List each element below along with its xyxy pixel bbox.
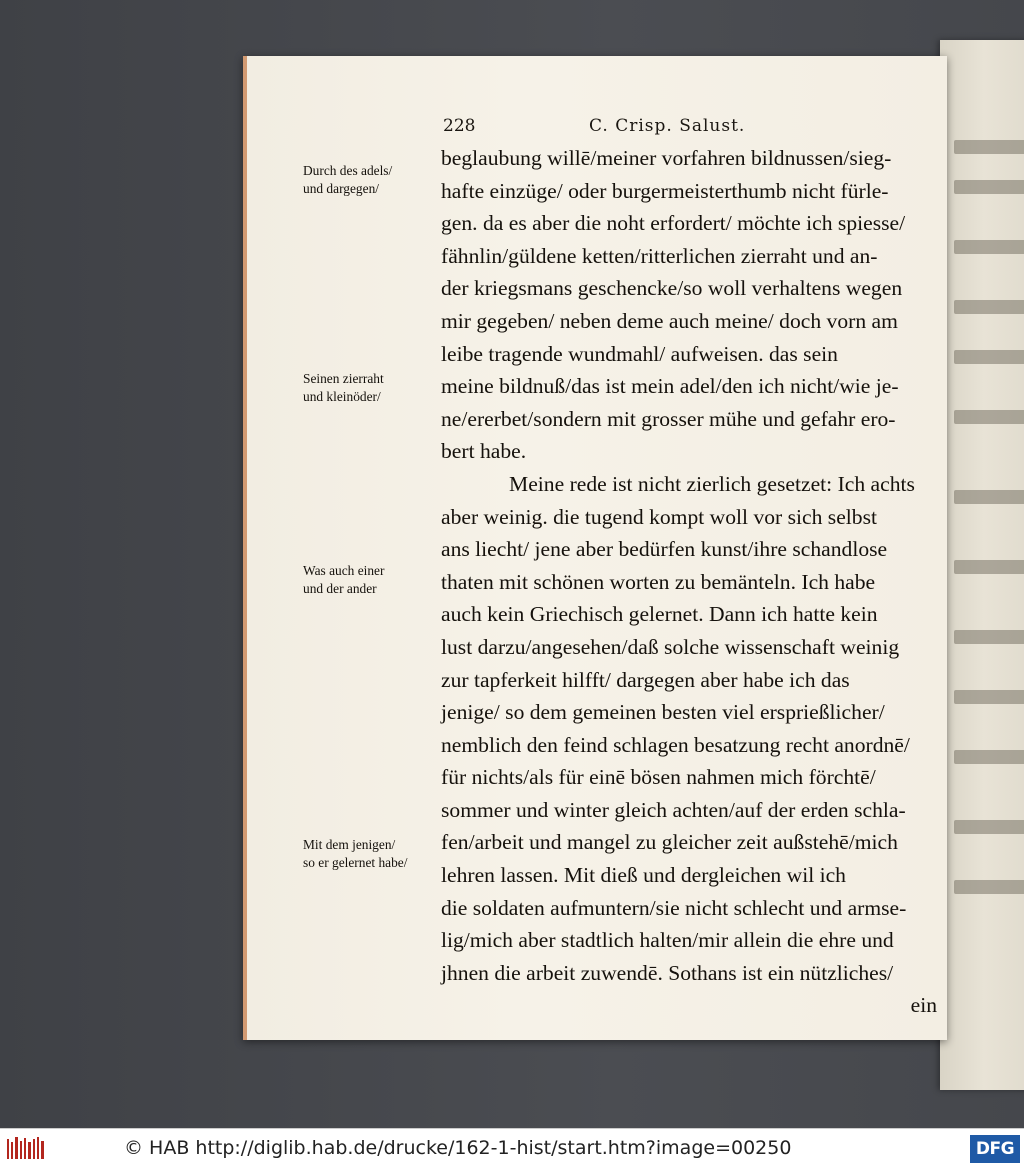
- text-line: fähnlin/güldene ketten/ritterlichen zierraht und an-: [441, 243, 878, 268]
- running-head: C. Crisp. Salust.: [589, 116, 746, 136]
- text-line: ne/ererbet/sondern mit grosser mühe und gefahr ero-: [441, 406, 896, 431]
- ghost-text-line: [954, 350, 1024, 364]
- text-line: lig/mich aber stadtlich halten/mir allein die ehre und: [441, 928, 894, 953]
- body-text: [441, 142, 941, 1022]
- text-line: ans liecht/ jene aber bedürfen kunst/ihre schandlose: [441, 537, 888, 562]
- text-line: mir gegeben/ neben deme auch meine/ doch vorn am: [441, 308, 898, 333]
- ghost-text-line: [954, 300, 1024, 314]
- ghost-text-line: [954, 630, 1024, 644]
- text-line: Meine rede ist nicht zierlich gesetzet: Ich achts: [509, 471, 915, 496]
- text-line: jhnen die arbeit zuwendē. Sothans ist ein nützliches/: [441, 960, 894, 985]
- marginal-note-line: so er gelernet habe/: [303, 855, 408, 870]
- text-line: aber weinig. die tugend kompt woll vor sich selbst: [441, 504, 877, 529]
- text-line: gen. da es aber die noht erfordert/ möchte ich spiesse/: [441, 211, 906, 236]
- ghost-text-line: [954, 140, 1024, 154]
- barcode-logo-icon[interactable]: [6, 1136, 46, 1162]
- text-line: fen/arbeit und mangel zu gleicher zeit außstehē/mich: [441, 830, 898, 855]
- footer-bar: [0, 1128, 1024, 1169]
- marginal-note-line: und der ander: [303, 581, 377, 596]
- text-line: beglaubung willē/meiner vorfahren bildnussen/sieg-: [441, 146, 892, 170]
- catchword: ein: [910, 993, 937, 1018]
- copyright-link[interactable]: © HAB http://diglib.hab.de/drucke/162-1-hist/start.htm?image=00250: [124, 1137, 792, 1159]
- text-line: hafte einzüge/ oder burgermeisterthumb nicht fürle-: [441, 178, 889, 203]
- marginal-note: [303, 562, 437, 598]
- text-line: zur tapferkeit hilfft/ dargegen aber habe ich das: [441, 667, 850, 692]
- ghost-text-line: [954, 180, 1024, 194]
- ghost-text-line: [954, 410, 1024, 424]
- text-line: sommer und winter gleich achten/auf der erden schla-: [441, 797, 906, 822]
- marginal-note: [303, 370, 437, 406]
- ghost-text-line: [954, 490, 1024, 504]
- text-line: auch kein Griechisch gelernet. Dann ich hatte kein: [441, 602, 878, 627]
- marginal-note-line: und dargegen/: [303, 181, 379, 196]
- text-line: für nichts/als für einē bösen nahmen mich förchtē/: [441, 765, 876, 790]
- ghost-text-line: [954, 690, 1024, 704]
- dfg-logo[interactable]: DFG: [970, 1135, 1020, 1163]
- ghost-text-line: [954, 750, 1024, 764]
- text-line: die soldaten aufmuntern/sie nicht schlecht und armse-: [441, 895, 907, 920]
- ghost-text-line: [954, 880, 1024, 894]
- text-line: bert habe.: [441, 439, 527, 464]
- text-line: nemblich den feind schlagen besatzung recht anordnē/: [441, 732, 910, 757]
- text-line: meine bildnuß/das ist mein adel/den ich nicht/wie je-: [441, 374, 899, 399]
- page-number: 228: [443, 116, 476, 136]
- marginal-note: [303, 162, 437, 198]
- book-page: [243, 56, 947, 1040]
- marginal-note-line: Seinen zierraht: [303, 371, 384, 386]
- ghost-text-line: [954, 240, 1024, 254]
- ghost-text-line: [954, 560, 1024, 574]
- adjacent-page-edge: [940, 40, 1024, 1090]
- text-line: jenige/ so dem gemeinen besten viel ersprießlicher/: [441, 700, 885, 725]
- marginal-note-line: und kleinöder/: [303, 389, 381, 404]
- text-line: thaten mit schönen worten zu bemänteln. Ich habe: [441, 569, 876, 594]
- marginal-note-line: Was auch einer: [303, 563, 385, 578]
- text-line: leibe tragende wundmahl/ aufweisen. das sein: [441, 341, 838, 366]
- marginal-note: [303, 836, 437, 872]
- page-header: [443, 114, 863, 140]
- ghost-text-line: [954, 820, 1024, 834]
- text-line: lehren lassen. Mit dieß und dergleichen wil ich: [441, 863, 846, 888]
- marginal-note-line: Durch des adels/: [303, 163, 393, 178]
- marginal-note-line: Mit dem jenigen/: [303, 837, 396, 852]
- text-line: der kriegsmans geschencke/so woll verhaltens wegen: [441, 276, 903, 301]
- text-line: lust darzu/angesehen/daß solche wissenschaft weinig: [441, 634, 900, 659]
